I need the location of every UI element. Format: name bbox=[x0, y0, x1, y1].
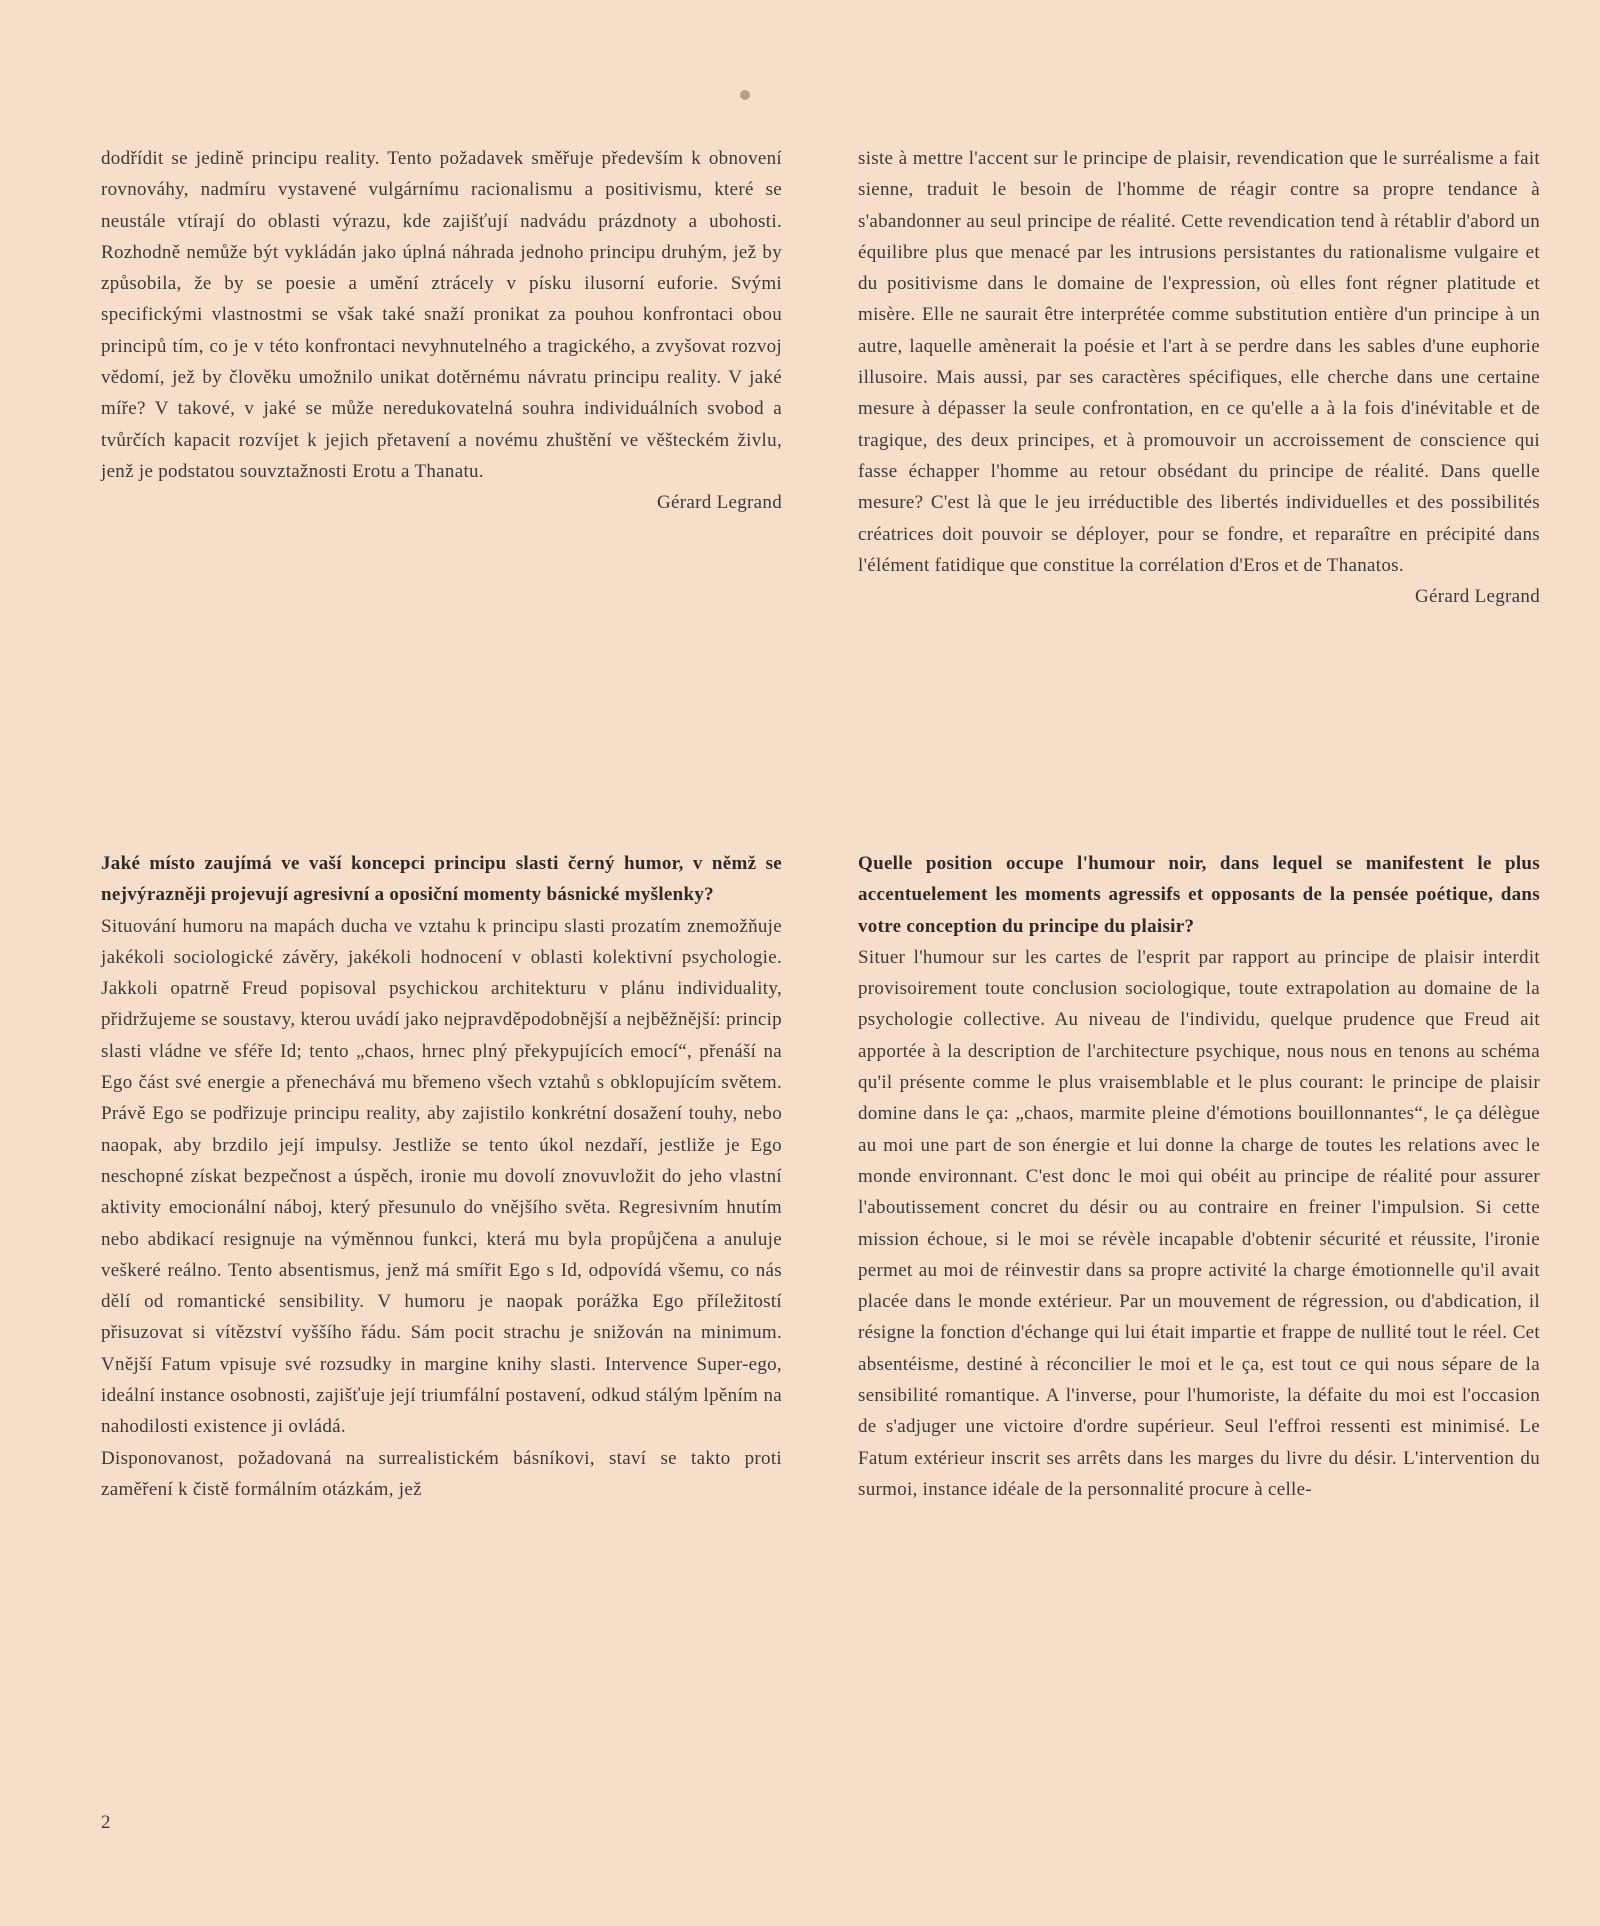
question: Quelle position occupe l'humour noir, dans lequel se manifestent le plus accentuelement les moments agressifs et opposants de la pensée poétique, dans votre conception du principe du plaisir? bbox=[858, 853, 1540, 937]
page-number: 2 bbox=[101, 1812, 111, 1833]
paragraph: Disponovanost, požadovaná na surrealistickém básníkovi, staví se takto proti zaměření k čistě formálním otázkám, jež bbox=[101, 1447, 782, 1500]
question: Jaké místo zaujímá ve vaší koncepci principu slasti černý humor, v němž se nejvýrazněji projevují agresivní a oposiční momenty básnické myšlenky? bbox=[101, 853, 782, 906]
column-czech-top bbox=[101, 143, 782, 519]
signature: Gérard Legrand bbox=[1415, 586, 1540, 608]
paragraph: Situer l'humour sur les cartes de l'esprit par rapport au principe de plaisir interdit provisoirement toute conclusion sociologique, toute extrapolation au domaine de la psychologie collective. Au niveau de l'individu, quelque prudence que Freud ait apportée à la description de l'architecture psychique, nous nous en tenons au schéma qu'il présente comme le plus vraisemblable et le plus courant: le principe de plaisir domine dans le ça: „chaos, marmite pleine d'émotions bouillonnantes“, le ça délègue au moi une part de son énergie et lui donne la charge de toutes les relations avec le monde environnant. C'est donc le moi qui obéit au principe de réalité pour assurer l'aboutissement concret du désir ou au contraire en freiner l'impulsion. Si cette mission échoue, si le moi se révèle incapable d'obtenir sécurité et réussite, l'ironie permet au moi de réinvestir dans sa propre activité la charge émotionnelle qu'il avait placée dans le monde extérieur. Par un mouvement de régression, ou d'abdication, il résigne la fonction d'échange qui lui était impartie et frappe de nullité tout le réel. Cet absentéisme, destiné à réconcilier le moi et le ça, est tout ce qui nous sépare de la sensibilité romantique. A l'inverse, pour l'humoriste, la défaite du moi est l'occasion de s'adjuger une victoire d'ordre supérieur. Seul l'effroi ressenti est minimisé. Le Fatum extérieur inscrit ses arrêts dans les marges du livre du désir. L'intervention du surmoi, instance idéale de la personnalité procure à celle- bbox=[858, 946, 1540, 1500]
column-french-top bbox=[858, 143, 1540, 612]
paragraph: siste à mettre l'accent sur le principe de plaisir, revendication que le surréalisme a fait sienne, traduit le besoin de l'homme de réagir contre sa propre tendance à s'abandonner au seul principe de réalité. Cette revendication tend à rétablir d'abord un équilibre plus que menacé par les intrusions persistantes du rationalisme vulgaire et du positivisme dans le domaine de l'expression, où elles font régner platitude et misère. Elle ne saurait être interprétée comme substitution entière d'un principe à un autre, laquelle amènerait la poésie et l'art à se perdre dans les sables d'une euphorie illusoire. Mais aussi, par ses caractères spécifiques, elle cherche dans une certaine mesure à dépasser la seule confrontation, en ce qu'elle a à la fois d'inévitable et de tragique, des deux principes, et à promouvoir un accroissement de conscience qui fasse échapper l'homme au retour obsédant du principe de réalité. Dans quelle mesure? C'est là que le jeu irréductible des libertés individuelles et des possibilités créatrices doit pouvoir se déployer, pour se fondre, et reparaître en précipité dans l'élément fatidique que constitue la corrélation d'Eros et de Thanatos. bbox=[858, 148, 1540, 576]
column-czech-bottom bbox=[101, 848, 782, 1505]
signature: Gérard Legrand bbox=[657, 492, 782, 514]
paragraph: Situování humoru na mapách ducha ve vztahu k principu slasti prozatím znemožňuje jakékoli sociologické závěry, jakékoli hodnocení v oblasti kolektivní psychologie. Jakkoli opatrně Freud popisoval psychickou architekturu v plánu individuality, přidržujeme se soustavy, kterou uvádí jako nejpravděpodobnější a nejběžnější: princip slasti vládne ve sféře Id; tento „chaos, hrnec plný překypujících emocí“, přenáší na Ego část své energie a přenechává mu břemeno všech vztahů s obklopujícím světem. Právě Ego se podřizuje principu reality, aby zajistilo konkrétní dosažení touhy, nebo naopak, aby brzdilo její impulsy. Jestliže se tento úkol nezdaří, jestliže je Ego neschopné získat bezpečnost a úspěch, ironie mu dovolí znovuvložit do jeho vlastní aktivity emocionální náboj, který přesunulo do vnějšího světa. Regresivním hnutím nebo abdikací resignuje na výměnnou funkci, která mu byla propůjčena a anuluje veškeré reálno. Tento absentismus, jenž má smířit Ego s Id, odpovídá všemu, co nás dělí od romantické sensibility. V humoru je naopak porážka Ego příležitostí přisuzovat si vítězství vyššího řádu. Sám pocit strachu je snižován na minimum. Vnější Fatum vpisuje své rozsudky in margine knihy slasti. Intervence Super-ego, ideální instance osobnosti, zajišťuje její triumfální postavení, odkud stálým lpěním na nahodilosti existence ji ovládá. bbox=[101, 915, 782, 1438]
column-french-bottom bbox=[858, 848, 1540, 1505]
paragraph: dodřídit se jedině principu reality. Tento požadavek směřuje především k obnovení rovnováhy, nadmíru vystavené vulgárnímu racionalismu a positivismu, které se neustále vtírají do oblasti výrazu, kde zajišťují nadvádu prázdnoty a ubohosti. Rozhodně nemůže být vykládán jako úplná náhrada jednoho principu druhým, jež by způsobila, že by se poesie a umění ztrácely v písku ilusorní euforie. Svými specifickými vlastnostmi se však také snaží pronikat za pouhou konfrontaci obou principů tím, co je v této konfrontaci nevyhnutelného a tragického, a zvyšovat rozvoj vědomí, jež by člověku umožnilo unikat dotěrnému návratu principu reality. V jaké míře? V takové, v jaké se může neredukovatelná souhra individuálních svobod a tvůrčích kapacit rozvíjet k jejich přetavení a novému zhuštění ve věšteckém živlu, jenž je podstatou souvztažnosti Erotu a Thanatu. bbox=[101, 148, 782, 482]
ink-speck bbox=[740, 90, 750, 100]
